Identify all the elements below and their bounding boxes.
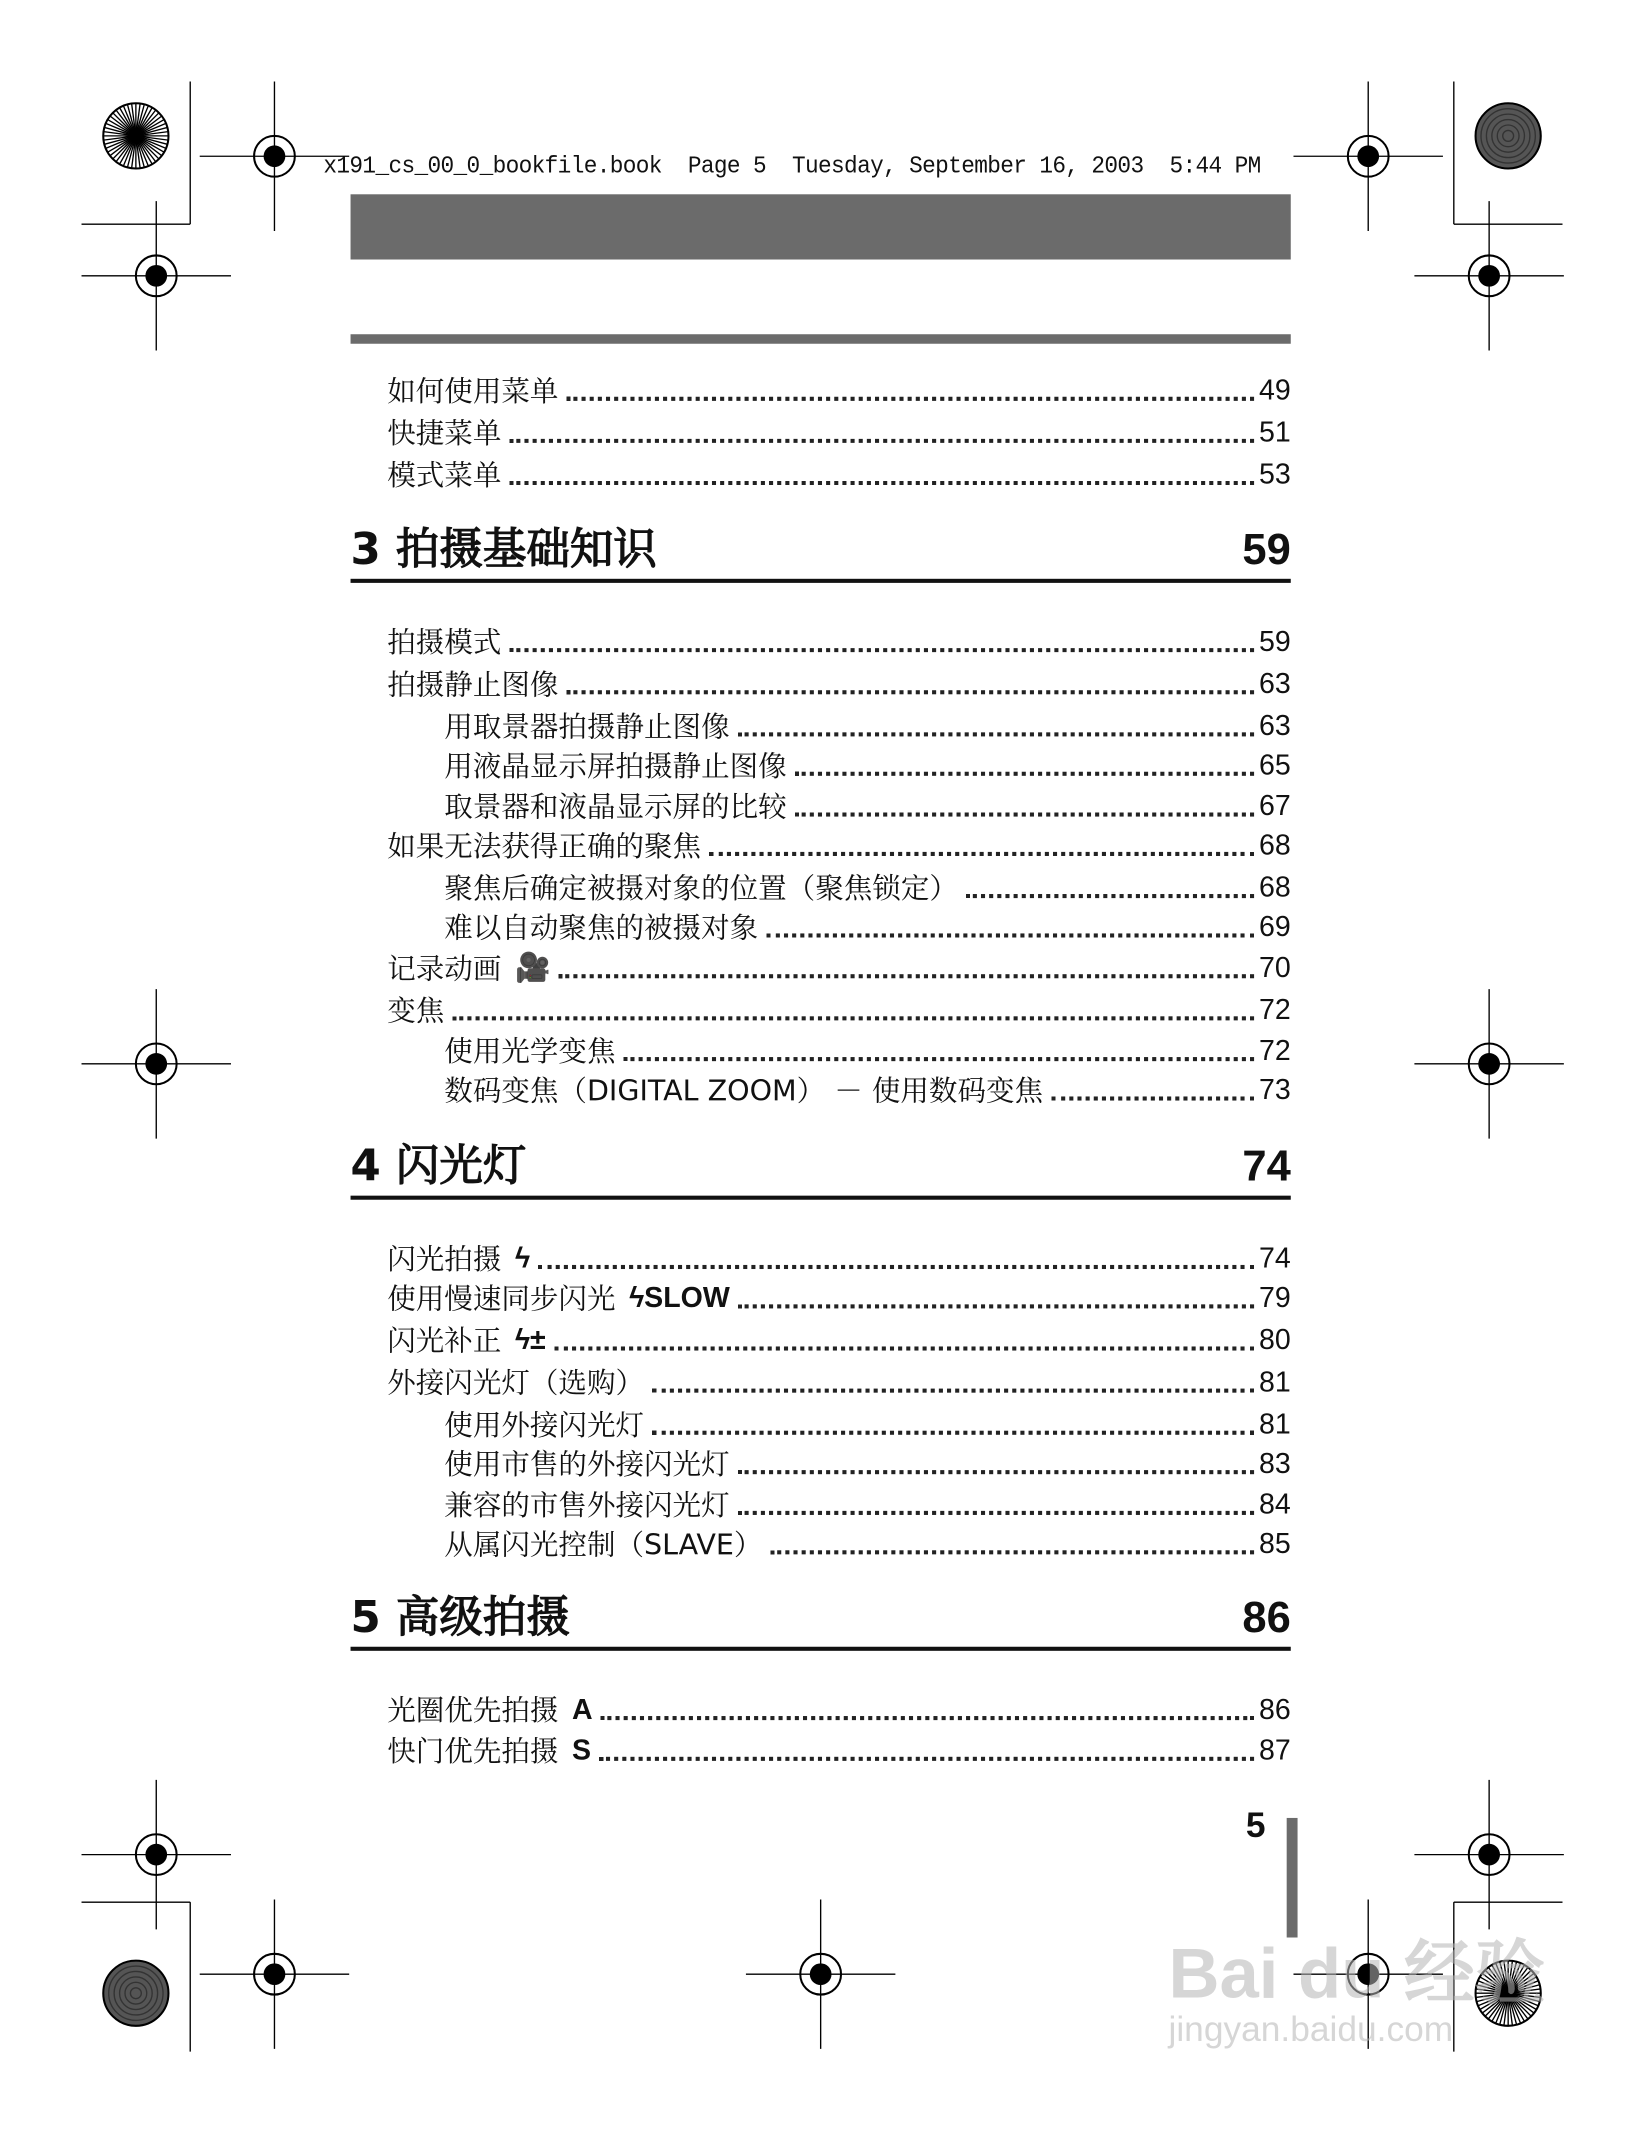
dot-leader (766, 933, 1253, 937)
entry-page: 68 (1259, 830, 1291, 862)
entry-label: 光圈优先拍摄 (387, 1694, 559, 1727)
entry-page: 51 (1259, 417, 1291, 449)
toc-entry[interactable] (444, 870, 1290, 908)
entry-page: 53 (1259, 459, 1291, 491)
crosshair-mark (1414, 989, 1563, 1138)
dot-leader (738, 1304, 1254, 1308)
entry-page: 49 (1259, 375, 1291, 407)
watermark-logo: Bai du 经验 (1168, 1934, 1546, 2014)
movie-icon: 🎥 (514, 952, 551, 984)
entry-page: 86 (1259, 1694, 1291, 1726)
toc-entry[interactable] (444, 1526, 1290, 1564)
entry-label: 闪光补正 (387, 1324, 502, 1358)
aperture-mode-icon: A (572, 1694, 593, 1726)
entry-page: 87 (1259, 1735, 1291, 1767)
entry-label: 从属闪光控制（SLAVE） (444, 1528, 763, 1562)
entry-page: 72 (1259, 1035, 1291, 1067)
entry-label: 取景器和液晶显示屏的比较 (444, 790, 787, 824)
entry-page: 84 (1259, 1489, 1291, 1521)
color-target-mark (103, 103, 168, 168)
dot-leader (510, 481, 1254, 485)
toc-entry[interactable] (387, 950, 1291, 988)
entry-label: 快捷菜单 (387, 417, 502, 450)
color-target-mark (103, 1961, 168, 2026)
crosshair-mark (200, 1899, 349, 2048)
entry-page: 80 (1259, 1324, 1291, 1356)
entry-page: 69 (1259, 911, 1291, 943)
toc-entry[interactable] (387, 1732, 1291, 1770)
chapter-page: 86 (1242, 1592, 1291, 1642)
toc-entry[interactable] (387, 992, 1291, 1030)
entry-label: 聚焦后确定被摄对象的位置（聚焦锁定） (444, 872, 958, 905)
toc-entry[interactable] (444, 708, 1290, 746)
chapter-page: 59 (1242, 524, 1291, 574)
entry-label: 使用慢速同步闪光 (387, 1282, 616, 1316)
crosshair-mark (82, 1780, 231, 1929)
toc-entry[interactable] (444, 1072, 1290, 1110)
dot-leader (771, 1550, 1254, 1554)
entry-page: 70 (1259, 952, 1291, 984)
dot-leader (538, 1265, 1253, 1269)
crosshair-mark (82, 989, 231, 1138)
dot-leader (1051, 1096, 1253, 1100)
entry-label: 使用光学变焦 (444, 1035, 616, 1068)
entry-label: 用取景器拍摄静止图像 (444, 710, 730, 744)
toc-entry[interactable] (387, 1322, 1291, 1360)
page-number: 5 (1245, 1804, 1266, 1846)
print-header: x191_cs_00_0_bookfile.book Page 5 Tuesday, September 16, 2003 5:44 PM (323, 153, 1261, 181)
toc-entry[interactable] (444, 1406, 1290, 1444)
entry-label: 兼容的市售外接闪光灯 (444, 1489, 730, 1522)
toc-entry[interactable] (387, 457, 1291, 495)
dot-leader (452, 1016, 1253, 1020)
header-band (351, 194, 1291, 259)
dot-leader (510, 648, 1254, 652)
entry-page: 74 (1259, 1243, 1291, 1275)
toc-entry[interactable] (387, 624, 1291, 662)
toc-entry[interactable] (387, 1240, 1291, 1278)
shutter-mode-icon: S (572, 1735, 592, 1767)
entry-label: 使用外接闪光灯 (444, 1408, 645, 1442)
dot-leader (567, 690, 1254, 694)
toc-chapter-heading[interactable] (351, 522, 1291, 583)
entry-page: 68 (1259, 872, 1291, 904)
entry-page: 81 (1259, 1408, 1291, 1441)
toc-entry[interactable] (444, 1033, 1290, 1071)
toc-entry[interactable] (387, 1692, 1291, 1730)
entry-label: 数码变焦（DIGITAL ZOOM） － 使用数码变焦 (444, 1074, 1044, 1108)
entry-label: 使用市售的外接闪光灯 (444, 1448, 730, 1481)
dot-leader (738, 732, 1254, 736)
toc-chapter-heading[interactable] (351, 1590, 1291, 1651)
entry-label: 如果无法获得正确的聚焦 (387, 830, 702, 863)
toc-entry[interactable] (387, 1280, 1291, 1318)
toc-entry[interactable] (387, 372, 1291, 410)
dot-leader (624, 1057, 1254, 1061)
entry-label: 难以自动聚焦的被摄对象 (444, 911, 759, 945)
crosshair-mark (746, 1899, 895, 2048)
dot-leader (567, 397, 1254, 401)
dot-leader (738, 1470, 1254, 1474)
entry-label: 外接闪光灯（选购） (387, 1366, 645, 1400)
toc-chapter-heading[interactable] (351, 1139, 1291, 1200)
entry-label: 拍摄静止图像 (387, 668, 559, 702)
chapter-title: 4 闪光灯 (350, 1139, 527, 1192)
toc-entry[interactable] (387, 827, 1291, 865)
entry-page: 85 (1259, 1528, 1291, 1560)
entry-label: 闪光拍摄 (387, 1243, 502, 1276)
toc-entry[interactable] (387, 1364, 1291, 1402)
toc-entry[interactable] (444, 1486, 1290, 1524)
flash-slow-icon: ϟSLOW (629, 1282, 730, 1314)
entry-label: 快门优先拍摄 (387, 1735, 559, 1768)
toc-entry[interactable] (444, 1446, 1290, 1484)
dot-leader (510, 439, 1254, 443)
entry-page: 81 (1259, 1366, 1291, 1399)
dot-leader (652, 1389, 1253, 1393)
entry-page: 63 (1259, 710, 1291, 742)
watermark-url: jingyan.baidu.com (1168, 2008, 1454, 2049)
entry-label: 拍摄模式 (387, 626, 502, 659)
dot-leader (559, 974, 1254, 978)
dot-leader (599, 1757, 1253, 1761)
entry-label: 记录动画 (387, 952, 502, 986)
entry-page: 72 (1259, 994, 1291, 1026)
entry-label: 用液晶显示屏拍摄静止图像 (444, 750, 787, 783)
flash-compensation-icon: ϟ± (514, 1324, 546, 1356)
toc-entry[interactable] (444, 788, 1290, 826)
dot-leader (554, 1346, 1254, 1350)
dot-leader (966, 894, 1254, 898)
toc-entry[interactable] (444, 909, 1290, 947)
toc-entry[interactable] (387, 666, 1291, 704)
dot-leader (652, 1431, 1253, 1435)
color-target-mark (1476, 103, 1541, 168)
entry-page: 63 (1259, 668, 1291, 700)
toc-entry[interactable] (387, 414, 1291, 452)
dot-leader (795, 772, 1254, 776)
entry-label: 模式菜单 (387, 459, 502, 492)
entry-label: 如何使用菜单 (387, 375, 559, 408)
dot-leader (601, 1716, 1254, 1720)
entry-page: 83 (1259, 1448, 1291, 1480)
crosshair-mark (1414, 1780, 1563, 1929)
flash-icon: ϟ (514, 1243, 531, 1275)
crosshair-mark (1293, 82, 1442, 231)
entry-page: 73 (1259, 1074, 1291, 1106)
entry-page: 65 (1259, 750, 1291, 782)
chapter-title: 3 拍摄基础知识 (350, 523, 657, 575)
entry-page: 59 (1259, 626, 1291, 658)
chapter-page: 74 (1242, 1141, 1291, 1191)
entry-label: 变焦 (387, 994, 445, 1028)
dot-leader (795, 813, 1254, 817)
entry-page: 67 (1259, 790, 1291, 823)
header-rule (351, 334, 1291, 344)
dot-leader (738, 1511, 1254, 1515)
entry-page: 79 (1259, 1282, 1291, 1314)
toc-entry[interactable] (444, 747, 1290, 785)
chapter-title: 5 高级拍摄 (350, 1591, 570, 1643)
dot-leader (709, 852, 1253, 856)
